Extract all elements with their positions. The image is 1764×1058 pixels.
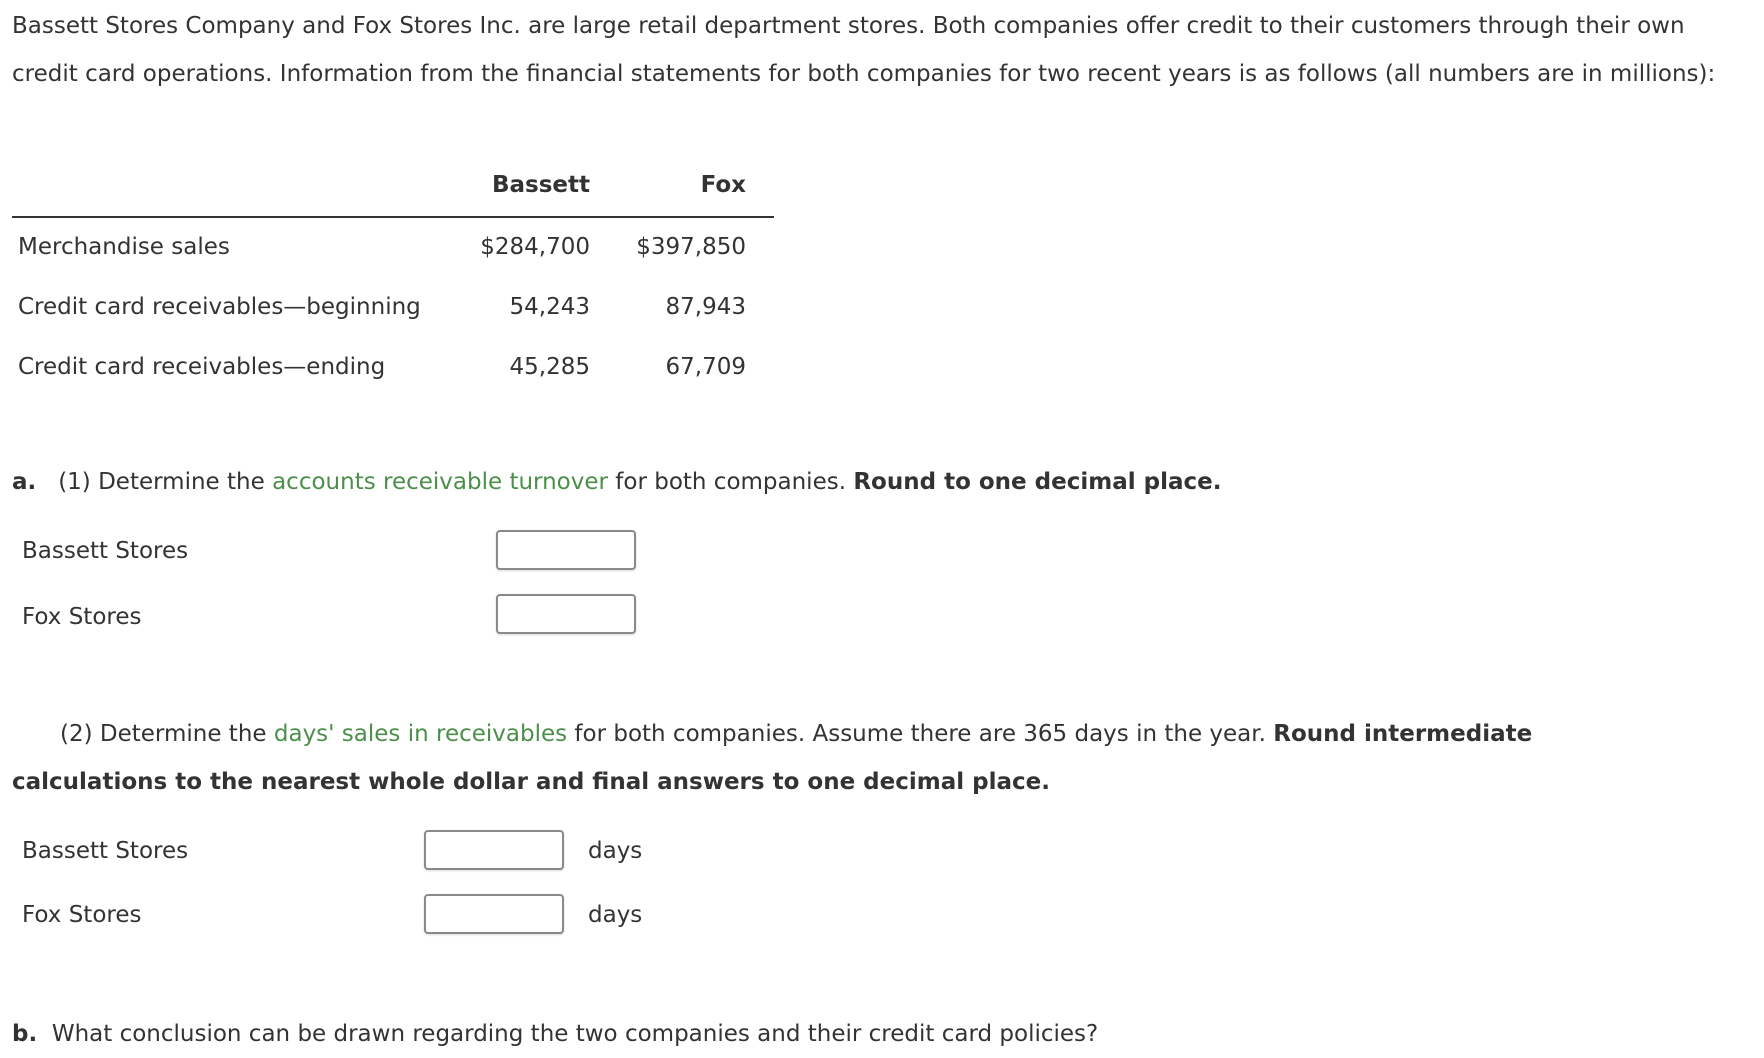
bassett-value: 45,285 (509, 354, 590, 380)
question-a2-text-before: (2) Determine the (60, 721, 274, 747)
question-a1 (12, 458, 1221, 506)
row-label: Credit card receivables—beginning (18, 294, 421, 320)
row-label: Merchandise sales (18, 234, 230, 260)
fox-days-input[interactable] (424, 894, 564, 934)
problem-intro: Bassett Stores Company and Fox Stores Inc. are large retail department stores. Both companies offer credit to their customers through their own credit card operations. Information from the financial statements for both companies for two recent years is as follows (all numbers are in millions): (12, 13, 1716, 87)
fox-days-label: Fox Stores (22, 902, 142, 928)
question-a1-text-before: (1) Determine the (58, 469, 273, 495)
question-a2-text-after: for both companies. Assume there are 365 days in the year. (567, 721, 1274, 747)
question-a2-instruction-line1: Round intermediate (1273, 721, 1533, 747)
bassett-value: 54,243 (509, 294, 590, 320)
term-accounts-receivable-turnover[interactable]: accounts receivable turnover (272, 469, 608, 495)
question-a1-instruction: Round to one decimal place. (853, 469, 1222, 495)
question-a2 (12, 710, 1732, 758)
fox-value: $397,850 (636, 234, 746, 260)
question-b-text: What conclusion can be drawn regarding the two companies and their credit card policies? (51, 1021, 1099, 1047)
part-b-prefix: b. (12, 1021, 38, 1047)
bassett-days-unit: days (588, 838, 643, 864)
term-days-sales-in-receivables[interactable]: days' sales in receivables (273, 721, 568, 747)
financial-data-table (12, 162, 774, 398)
bassett-days-label: Bassett Stores (22, 838, 189, 864)
fox-turnover-label: Fox Stores (22, 604, 142, 630)
bassett-turnover-label: Bassett Stores (22, 538, 189, 564)
bassett-turnover-input[interactable] (496, 530, 636, 570)
question-a2-instruction-line2: calculations to the nearest whole dollar and final answers to one decimal place. (12, 769, 1050, 795)
header-bassett: Bassett (491, 172, 590, 198)
table-header (12, 162, 774, 218)
question-b (12, 1010, 1098, 1058)
fox-value: 67,709 (665, 354, 746, 380)
fox-days-unit: days (588, 902, 643, 928)
header-fox: Fox (700, 172, 746, 198)
table-row (12, 338, 774, 398)
question-a1-text-after: for both companies. (607, 469, 854, 495)
row-label: Credit card receivables—ending (18, 354, 386, 380)
bassett-days-input[interactable] (424, 830, 564, 870)
fox-value: 87,943 (665, 294, 746, 320)
bassett-value: $284,700 (480, 234, 590, 260)
part-a-prefix: a. (12, 469, 37, 495)
fox-turnover-input[interactable] (496, 594, 636, 634)
table-row (12, 218, 774, 278)
table-row (12, 278, 774, 338)
